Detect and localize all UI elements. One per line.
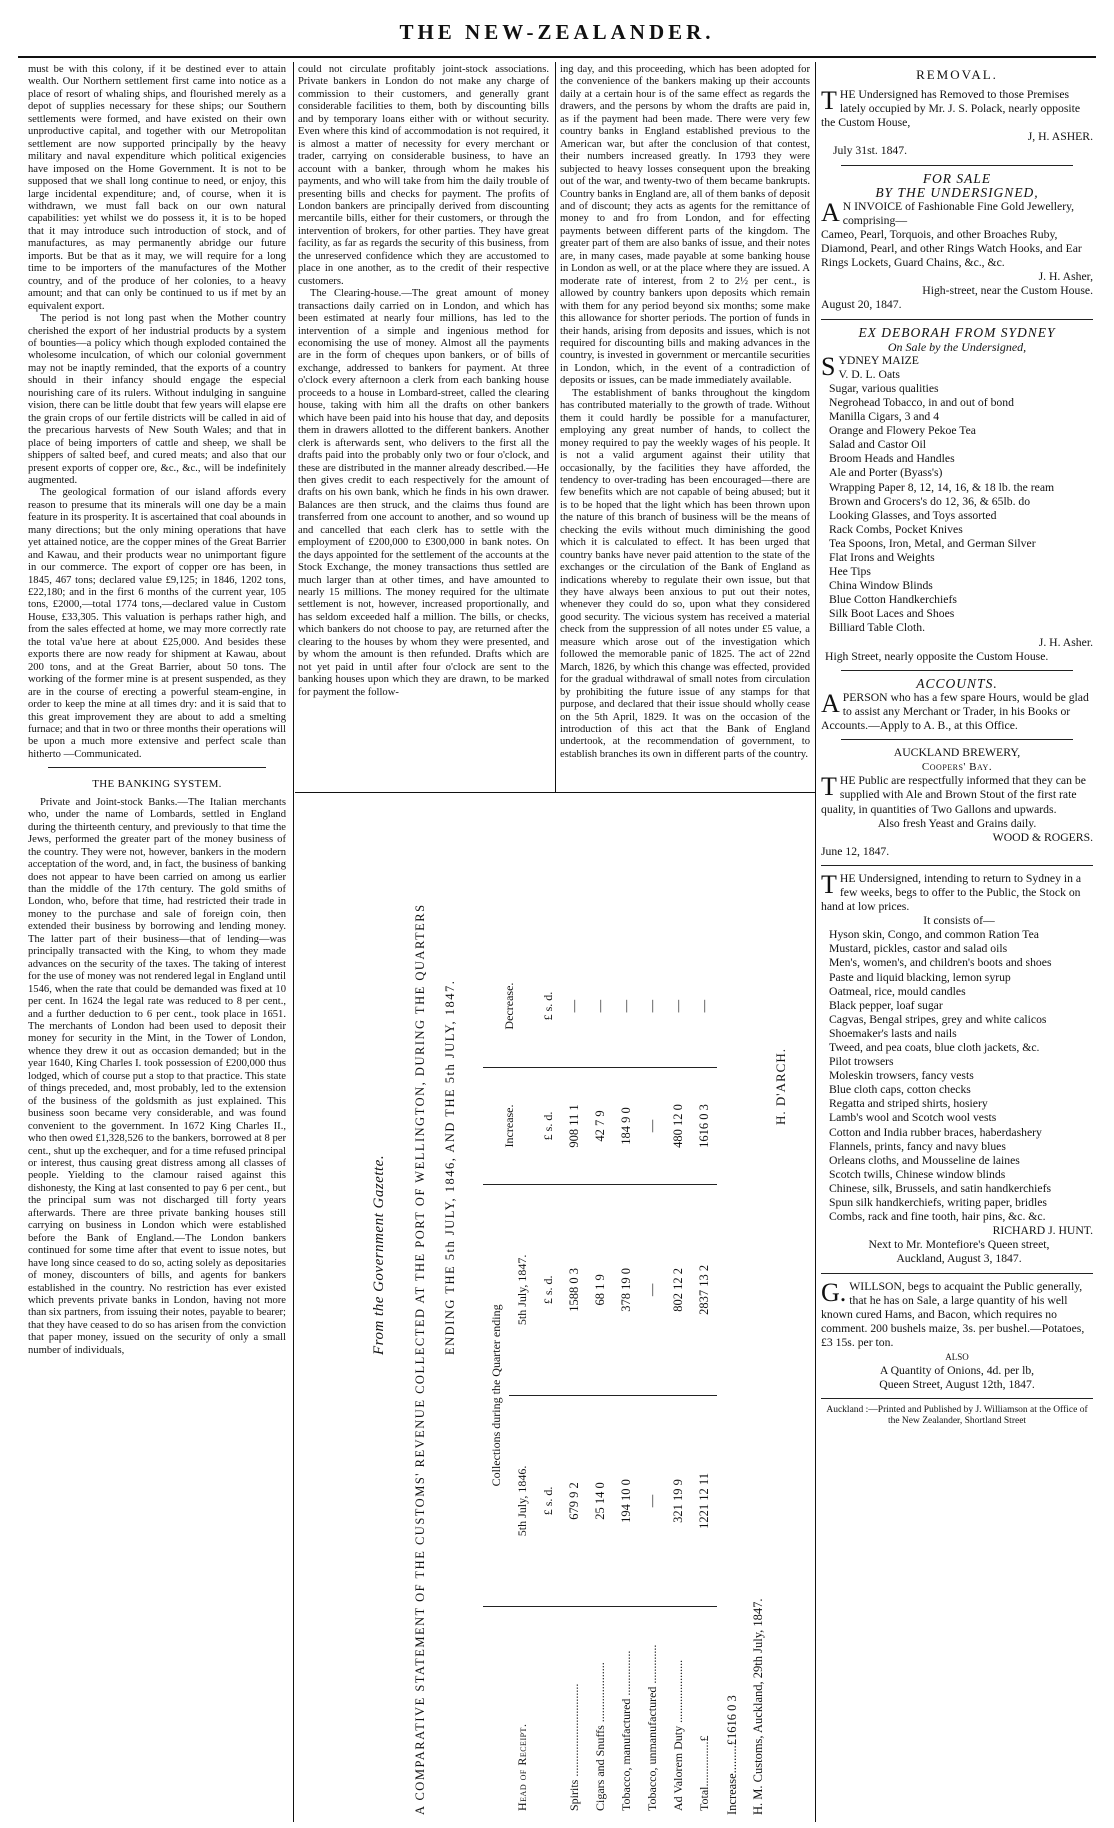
increase-value: 42 7 9 (587, 1068, 613, 1185)
ad-separator (821, 1398, 1093, 1399)
removal-title: REMOVAL. (916, 67, 998, 82)
dropcap: A (821, 197, 840, 227)
table-title: A COMPARATIVE STATEMENT OF THE CUSTOMS' REVENUE COLLECTED AT THE PORT OF WELLINGTON, DURING THE QUARTERS (413, 903, 427, 1815)
ad-separator (821, 865, 1093, 866)
collections-header: Collections during the Quarter ending (483, 1184, 509, 1606)
row-label: Ad Valorem Duty ..................... (670, 1659, 685, 1811)
ad-separator (821, 1273, 1093, 1274)
increase-value: 908 11 1 (561, 1068, 587, 1185)
ad-separator (841, 670, 1073, 671)
deborah-list-item: Wrapping Paper 8, 12, 14, 16, & 18 lb. the ream (829, 480, 1055, 494)
brewery-date: June 12, 1847. (821, 844, 890, 858)
article-column-2 (298, 64, 549, 790)
deborah-title: EX DEBORAH FROM SYDNEY (858, 324, 1056, 340)
deborah-first-item: YDNEY MAIZE (838, 353, 919, 367)
dropcap: T (821, 86, 837, 116)
hunt-list-item: Cagvas, Bengal stripes, grey and white calicos (829, 1012, 1047, 1026)
brewery-sign: WOOD & ROGERS. (992, 830, 1093, 844)
hunt-list-item: Spun silk handkerchiefs, writing paper, bridles (829, 1196, 1047, 1210)
sale-address: High-street, near the Custom House. (922, 284, 1093, 298)
hunt-list-item: Hyson skin, Congo, and common Ration Tea (829, 928, 1039, 942)
decrease-value: — (613, 945, 639, 1068)
decrease-value: — (639, 945, 665, 1068)
deborah-item-list (821, 368, 1093, 636)
brewery-yeast: Also fresh Yeast and Grains daily. (877, 816, 1037, 830)
removal-sign: J, H. ASHER. (1027, 130, 1093, 144)
masthead: THE NEW-ZEALANDER. (399, 20, 715, 44)
value-1846: 321 19 9 (665, 1395, 691, 1606)
hunt-list-item: Chinese, silk, Brussels, and satin handkerchiefs (829, 1181, 1052, 1195)
accounts-ad (821, 688, 1093, 733)
banking-heading: THE BANKING SYSTEM. (92, 778, 222, 791)
decrease-header: Decrease. (483, 945, 535, 1068)
article-paragraph: The period is not long past when the Mother country cherished the export of her industrial products by a system of bounties—a policy which though exploded contained the wholesome inculcation, of which our colonial government may not be inaptly reminded, that the exports of a country should in their infancy should engage the especial nourishing care of its rulers. Without indulging in sanguine vision, there can be little doubt that few years will elapse ere the grain crops of our fertile districts will be called in aid of the precarious harvests of New South Wales; and that in place of being importers of cattle and sheep, we shall be shippers of salted beef, and cured meats; and also that our present exports of copper ore, &c., &c., will be indefinitely augmented. (28, 313, 286, 486)
hunt-list-item: Moleskin trowsers, fancy vests (829, 1069, 974, 1083)
advertisements-column (821, 66, 1093, 1427)
dropcap: A (821, 688, 840, 718)
hunt-address-1: Next to Mr. Montefiore's Queen street, (868, 1238, 1050, 1252)
sale-body: N INVOICE of Fashionable Fine Gold Jewellery, comprising— (842, 199, 1075, 227)
article-paragraph: could not circulate profitably joint-stock associations. Private bankers in London do not make any charge of commission to their customers, and generally grant considerable facilities to them, both by discounting bills and by temporary loans either with or without security. Even where this kind of accommodation is not required, it is almost a matter of necessity for every merchant or trader, carrying on considerable business, to have an account with a banker, through whom he makes his payments, and who will take from him the daily trouble of presenting bills and checks for payment. The profits of London bankers are principally derived from discounting mercantile bills, either for their customers, or through the intervention of brokers, for other parties. They have great facility, as far as regards the security of this business, from the unreserved confidence which they are accustomed to place in one another, as to the credit of their respective customers. (298, 64, 549, 287)
deborah-list-item: China Window Blinds (829, 579, 933, 593)
increase-value: — (639, 1068, 665, 1185)
dropcap: T (821, 772, 837, 802)
table-row (665, 945, 691, 1815)
deborah-list-item: Rack Combs, Pocket Knives (829, 522, 963, 536)
article-paragraph: ing day, and this proceeding, which has been adopted for the convenience of the bankers making up their accounts daily at a certain hour is of the same effect as regards the drawers, and the persons by whom the drafts are paid in, as if the payment had been made. There were very few country banks in England established previous to the American war, but after the conclusion of that contest, their numbers increased greatly. In 1793 they were subjected to heavy losses consequent upon the breaking out of the war, and twenty-two of them became bankrupts. Country banks in England are, all of them banks of deposit and of discount; they acts as agents for the remittance of money to and fro from London, and for effecting payments between different parts of the kingdom. The greater part of them are also banks of issue, and their notes are, in many cases, made payable at some banking house in London as well, or at the place where they are issued. A moderate rate of interest, from 2 to 2½ per cent., is allowed by country bankers upon deposits which remain with them for any period beyond six months; some make this allowance for shorter periods. The portion of funds in their hands, arising from deposits and issues, which is not required for discounting bills and making advances in the country, is invested in government or mercantile securities in London, which, in the event of a contradiction of deposits or issues, can be made immediately available. (560, 64, 810, 387)
hunt-list-item: Men's, women's, and children's boots and shoes (829, 956, 1052, 970)
ad-separator (841, 165, 1073, 166)
accounts-title: ACCOUNTS. (916, 675, 998, 691)
hunt-item-list (821, 928, 1093, 1224)
increase-header: Increase. (483, 1068, 535, 1185)
unit-label: £ s. d. (535, 1395, 561, 1606)
customs-office (751, 1598, 766, 1815)
article-column-3 (560, 64, 810, 790)
sale-subtitle: BY THE UNDERSIGNED, (875, 184, 1039, 200)
value-1846: 25 14 0 (587, 1395, 613, 1606)
table-row (587, 945, 613, 1815)
willson-body: WILLSON, begs to acquaint the Public generally, that he has on Sale, a large quantity of his well known cured Hams, and Bacon, which requires no comment. 200 bushels maize, 3s. per bushel.—Potatoes, £3 15s. per ton. (821, 1279, 1085, 1349)
deborah-ad (821, 351, 1093, 664)
unit-label: £ s. d. (535, 1184, 561, 1395)
deborah-list-item: Silk Boot Laces and Shoes (829, 607, 955, 621)
column-divider (293, 62, 294, 1822)
value-1847: 378 19 0 (613, 1184, 639, 1395)
value-1846: 679 9 2 (561, 1395, 587, 1606)
hunt-list-item: Scotch twills, Chinese window blinds (829, 1167, 1006, 1181)
hunt-list-item: Black pepper, loaf sugar (829, 998, 943, 1012)
table-row (613, 945, 639, 1815)
sale-date: August 20, 1847. (821, 298, 902, 312)
sale-sign: J. H. Asher, (1038, 270, 1093, 284)
row-label: Total...............£ (696, 1735, 711, 1811)
article-column-1 (28, 64, 286, 1824)
value-1847: 68 1 9 (587, 1184, 613, 1395)
hunt-ad (821, 869, 1093, 1267)
year-1846-header: 5th July, 1846. (509, 1395, 535, 1606)
hunt-consists: It consists of— (923, 914, 995, 928)
hunt-sign: RICHARD J. HUNT. (992, 1224, 1093, 1238)
ad-separator (841, 739, 1073, 740)
row-label: Spirits ............................... (566, 1683, 581, 1811)
hunt-list-item: Oatmeal, rice, mould candles (829, 984, 966, 998)
hunt-address-2: Auckland, August 3, 1847. (896, 1252, 1022, 1266)
head-of-receipt: Head of Receipt. (514, 1723, 529, 1811)
hunt-list-item: Flannels, prints, fancy and navy blues (829, 1139, 1006, 1153)
masthead-rule (18, 56, 1096, 58)
column-divider (555, 62, 556, 792)
year-1847-header: 5th July, 1847. (509, 1184, 535, 1395)
deborah-list-item: Hee Tips (829, 565, 871, 579)
deborah-list-item: Brown and Grocers's do 12, 36, & 65lb. do (829, 494, 1031, 508)
increase-summary: Increase.........£1616 0 3 (725, 1695, 739, 1815)
deborah-subtitle: On Sale by the Undersigned, (887, 339, 1027, 354)
hunt-list-item: Cotton and India rubber braces, haberdashery (829, 1125, 1042, 1139)
willson-onions: A Quantity of Onions, 4d. per lb, (879, 1364, 1035, 1378)
sale-items: Cameo, Pearl, Torquois, and other Broaches Ruby, Diamond, Pearl, and other Rings Watch Hooks, and Ear Rings Lockets, Guard Chains, &c., &c. (821, 227, 1082, 270)
deborah-list-item: Salad and Castor Oil (829, 438, 927, 452)
deborah-list-item: Billiard Table Cloth. (829, 621, 926, 635)
section-separator (48, 767, 266, 768)
increase-value: 480 12 0 (665, 1068, 691, 1185)
decrease-value: — (691, 945, 717, 1068)
deborah-sign: J. H. Asher. (1038, 635, 1093, 649)
hunt-list-item: Paste and liquid blacking, lemon syrup (829, 970, 1011, 984)
willson-date: Queen Street, August 12th, 1847. (879, 1378, 1035, 1392)
table-source: From the Government Gazette. (371, 1154, 387, 1355)
brewery-subtitle: Coopers' Bay. (921, 761, 993, 774)
office-date: 29th July, 1847. (751, 1598, 765, 1679)
sale-title: FOR SALE (922, 170, 992, 186)
removal-body: HE Undersigned has Removed to those Premises lately occupied by Mr. J. S. Polack, nearly opposite the Custom House, (821, 88, 1081, 130)
row-label: Tobacco, unmanufactured ............. (644, 1644, 659, 1811)
hunt-list-item: Regatta and striped shirts, hosiery (829, 1097, 988, 1111)
hunt-list-item: Blue cloth caps, cotton checks (829, 1083, 971, 1097)
value-1846: 194 10 0 (613, 1395, 639, 1606)
office-line: H. M. Customs, Auckland, (751, 1681, 765, 1815)
willson-also: ALSO (945, 1351, 969, 1362)
customs-revenue-table (365, 795, 817, 1825)
dropcap: G. (821, 1277, 847, 1307)
decrease-value: — (587, 945, 613, 1068)
deborah-list-item: Sugar, various qualities (829, 381, 939, 395)
article-paragraph: The geological formation of our island affords every reason to presume that its minerals will one day be a main feature in its prosperity. It is ascertained that coal abounds in many directions; but the only mining operations that have yet attained notice, are the copper mines of the Great Barrier and Kawau, and their products wear no unimportant figure in our commerce. The export of copper ore has been, in 1845, 467 tons; declared value £9,125; in 1846, 1202 tons, £22,180; and in the first 6 months of the current year, 105 tons, £2000,—total 1774 tons,—declared value in Custom House, £33,305. This valuation is perhaps rather high, and from the sales effected at home, we may more correctly rate the total va'ue here at about £25,000. And besides these exports there are now ready for shipment at Kawau, about 200 tons, and at the Great Barrier, about 50 tons. The working of the former mine is at present suspended, as they are in the course of erecting a powerful steam-engine, in order to keep the mine at all times dry: and it is said that to this great improvement they are about to add a smelting furnace; and that in two or three months their operations will be upon a much more extensive and perfect scale than hitherto —Communicated. (28, 487, 286, 760)
deborah-list-item: Orange and Flowery Pekoe Tea (829, 424, 976, 438)
willson-ad (821, 1277, 1093, 1393)
value-1847: 1588 0 3 (561, 1184, 587, 1395)
hunt-list-item: Pilot trowsers (829, 1055, 894, 1069)
value-1846: — (639, 1395, 665, 1606)
deborah-list-item: Blue Cotton Handkerchiefs (829, 593, 957, 607)
article-paragraph: The Clearing-house.—The great amount of money transactions daily carried on in London, and which has been estimated at nearly four millions, has led to the intervention of a simple and ingenious method for economising the use of money. Almost all the payments are in the form of cheques upon bankers, or of bills of exchange, addressed to bankers for payment. At three o'clock every afternoon a clerk from each banking house proceeds to a house in Lombard-street, called the clearing house, taking with him all the drafts on other bankers which have been paid into his house that day, and deposits them in drawers allotted to the different bankers. Another clerk is afterwards sent, who delivers to the first all the drafts paid into the probably only two or four o'clock, and these are distributed in the manner already described.—He then gives credit to each respectively for the amount of drafts on his own bank, which he finds in his own drawer. Balances are then struck, and the claims thus found are transferred from one account to another, and so wound up and cancelled that each clerk has to settle with the employment of £200,000 to £300,000 in bank notes. On the days appointed for the settlement of the accounts at the Stock Exchange, the money transactions thus settled are much larger than at other times, and have amounted to nearly 15 millions. The money required for the ultimate settlement is not, however, increased proportionally, and has seldom exceeded half a million. The bills, or checks, which bankers do not choose to pay, are returned after the clearing to the houses by whom they were presented, and by whom the amount is then refunded. Drafts which are not yet paid in until after four o'clock are sent to the banking houses upon which they are drawn, to be marked for payment the follow- (298, 288, 549, 698)
hunt-list-item: Mustard, pickles, castor and salad oils (829, 942, 1008, 956)
banking-paragraph: Private and Joint-stock Banks.—The Italian merchants who, under the name of Lombards, settled in England during the thirteenth century, and previously to that time the Jews, performed the greater part of the money business of the country. They were not, however, bankers in the modern acceptation of the word, and, in fact, the business of banking does not appear to have been carried on among us earlier than the middle of the 17th century. The gold smiths of London, who, before that time, had restricted their trade in money to the purchase and sale of foreign coin, then extended their business by borrowing and lending money. The latter part of their business—that of lending—was principally transacted with the King, to whom they made advances on the security of the taxes. The taking of interest for the use of money was not rendered legal in England until 1546, when the rate that could be demanded was fixed at 10 per cent. In 1624 the legal rate was reduced to 8 per cent., and a further deduction to 6 per cent., took place in 1651. The merchants of London had been used to deposit their money for security in the Mint, in the Tower of London, whence they drew it out as occasion demanded; but in the year 1640, King Charles I. took possession of £200,000 thus lodged, which of course put a stop to that practice. This state of things preceded, and, most probably, led to the extension of the business of the goldsmith as just explained. This business soon became very considerable, and was found convenient to the government. In 1672 King Charles II., who then owed £1,328,526 to the bankers, borrowed at 8 per cent., shut up the exchequer, and for a time refused principal or interest, thus causing great distress among all classes of people. Yielding to the clamour raised against this dishonesty, the King at last consented to pay 6 per cent., but the principal sum was not discharged till forty years afterwards. There are three private banking houses still carrying on business in London which were established before the Bank of England.—The London bankers continued for some time after that event to issue notes, but have long since ceased to do so, acting solely as depositaries of money, discounters of bills, and agents for bankers established in the country. No restriction has ever existed which prevents private banks in London, having not more than six partners, from issuing their notes, payable to bearer; that they have ceased to do so has arisen from the conviction that paper money, issued on the security of only a small number of individuals, (28, 796, 286, 1356)
deborah-address: High Street, nearly opposite the Custom House. (825, 649, 1049, 663)
decrease-value: — (561, 945, 587, 1068)
increase-value: 1616 0 3 (691, 1068, 717, 1185)
deborah-list-item: Negrohead Tobacco, in and out of bond (829, 395, 1014, 409)
hunt-list-item: Combs, rack and fine tooth, hair pins, &c. &c. (829, 1210, 1046, 1224)
deborah-list-item: Looking Glasses, and Toys assorted (829, 508, 997, 522)
sale-ad (821, 197, 1093, 313)
imprint: Auckland :—Printed and Published by J. Williamson at the Office of the New Zealander, Shortland Street (826, 1405, 1088, 1427)
deborah-list-item: Ale and Porter (Byass's) (829, 466, 943, 480)
hunt-list-item: Orleans cloths, and Mousseline de laines (829, 1153, 1020, 1167)
hunt-list-item: Lamb's wool and Scotch wool vests (829, 1111, 997, 1125)
table-top-rule (295, 792, 815, 793)
removal-date: July 31st. 1847. (833, 144, 908, 158)
revenue-table (483, 945, 717, 1815)
accounts-body: PERSON who has a few spare Hours, would be glad to assist any Merchant or Trader, in his Books or Accounts.—Apply to A. B., at this Office. (821, 690, 1089, 733)
ad-separator (821, 319, 1093, 320)
deborah-list-item: Flat Irons and Weights (829, 551, 935, 564)
brewery-title: AUCKLAND BREWERY, (893, 746, 1021, 760)
brewery-body: HE Public are respectfully informed that they can be supplied with Ale and Brown Stout of the first rate quality, in quantities of Two Gallons and upwards. (821, 774, 1086, 816)
dropcap: T (821, 869, 837, 899)
table-row (561, 945, 587, 1815)
unit-label: £ s. d. (535, 1068, 561, 1185)
table-subtitle: ENDING THE 5th JULY, 1846, AND THE 5th JULY, 1847. (443, 979, 457, 1355)
removal-ad (821, 88, 1093, 158)
value-1847: 2837 13 2 (691, 1184, 717, 1395)
unit-label: £ s. d. (535, 945, 561, 1068)
deborah-list-item: Manilla Cigars, 3 and 4 (829, 410, 940, 424)
deborah-list-item: V. D. L. Oats (838, 367, 900, 381)
dropcap: S (821, 351, 836, 381)
article-paragraph: must be with this colony, if it be destined ever to attain wealth. Our Northern settlement first came into notice as a place of resort of whaling ships, and flourished merely as a depot of supplies necessary for these ships; our Southern settlements were formed, and have existed on their own unproductive capital, and together with our Metropolitan settlement are now supported principally by the heavy military and naval expenditure which political exigencies have imposed on the Home Government. It is not to be supposed that we shall long continue to need, or enjoy, this large incidental expenditure; and, of course, when it is withdrawn, we must fall back on our own natural capabilities: yet whilst we do possess it, it is to be hoped that it may introduce such introduction of stock, and of manufactures, as may permanently abridge our future imports. But be that as it may, we will require for a long time to be importers of the manufactures of the Mother country, and of the produce of her colonies, to a heavy amount; and that can only be continued to us if met by an equivalent export. (28, 64, 286, 312)
table-signer: H. D'ARCH. (773, 1048, 788, 1125)
hunt-list-item: Tweed, and pea coats, blue cloth jackets, &c. (829, 1041, 1040, 1054)
decrease-value: — (665, 945, 691, 1068)
table-total-row (691, 945, 717, 1815)
table-row (639, 945, 665, 1815)
row-label: Cigars and Snuffs .................... (592, 1662, 607, 1811)
row-label: Tobacco, manufactured ............... (618, 1650, 633, 1811)
deborah-list-item: Broom Heads and Handles (829, 452, 955, 466)
article-paragraph: The establishment of banks throughout the kingdom has contributed materially to the growth of trade. Without them it could hardly be possible for a manufacturer, employing any great number of hands, to collect the money required to pay the weekly wages of his people. It is not a valid argument against their utility that occasionally, by the facilities they have afforded, the tendency to over-trading has been encouraged—there are few benefits which are not capable of being abused; but it is to be hoped that the light which has been thrown upon the nature of this branch of business will be the means of checking the evils without much diminishing the good which it is calculated to effect. It has been urged that country banks have never paid attention to the state of the exchanges or the circulation of the Bank of England as indications whereby to regulate their own issue, but that they have always been anxious to put out their notes, whenever they could do so, upon what they considered good security. The vicious system has received a material check from the suppression of all notes under £5 value, a measure which arose out of the investigation which followed the memorable panic of 1825. The act of 22nd March, 1826, by which this change was effected, provided for the gradual withdrawal of small notes from circulation by prohibiting the future issue of any stamps for that purpose, and declared that their issue should wholly cease on the 5th April, 1829. It was on the occasion of the introduction of this act that the Bank of England undertook, at the recommendation of government, to establish branches its own in different parts of the country. (560, 387, 810, 760)
value-1847: 802 12 2 (665, 1184, 691, 1395)
brewery-ad (821, 774, 1093, 859)
value-1847: — (639, 1184, 665, 1395)
deborah-list-item: Tea Spoons, Iron, Metal, and German Silver (829, 536, 1036, 550)
increase-value: 184 9 0 (613, 1068, 639, 1185)
hunt-list-item: Shoemaker's lasts and nails (829, 1026, 957, 1040)
hunt-body: HE Undersigned, intending to return to Sydney in a few weeks, begs to offer to the Public, the Stock on hand at low prices. (821, 871, 1082, 914)
value-1846: 1221 12 11 (691, 1395, 717, 1606)
